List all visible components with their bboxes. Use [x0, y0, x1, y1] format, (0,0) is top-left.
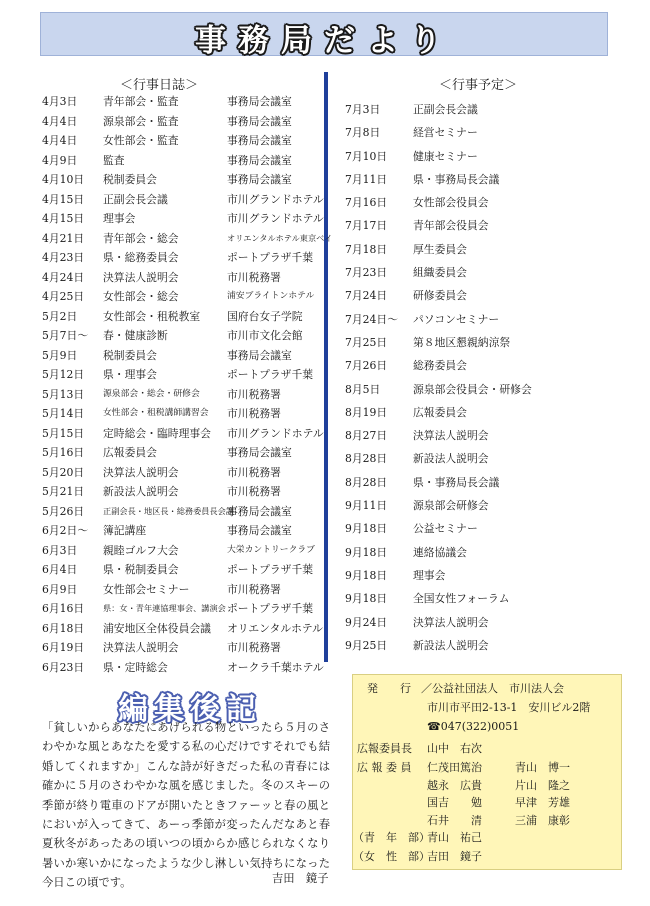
upcoming-event-event: 公益セミナー	[413, 522, 478, 536]
past-event-place: 事務局会議室	[227, 173, 292, 186]
upcoming-event-date: 8月28日	[345, 475, 388, 489]
past-event-row	[42, 463, 322, 483]
upcoming-event-date: 7月3日	[345, 103, 381, 116]
past-event-place: 市川税務署	[227, 582, 281, 596]
upcoming-event-event: 研修委員会	[413, 289, 467, 303]
pr-member-name: 仁茂田篤治	[427, 761, 482, 774]
past-event-row	[42, 346, 322, 366]
past-event-place: 事務局会議室	[227, 504, 292, 518]
upcoming-event-date: 7月24日〜	[345, 312, 398, 326]
past-event-event: 正副会長会議	[103, 192, 168, 206]
upcoming-event-date: 7月8日	[345, 126, 381, 140]
past-event-row	[42, 326, 322, 346]
past-event-row	[42, 502, 322, 522]
youth-member: 青山 祐己	[427, 831, 482, 844]
publisher-label: 発 行	[367, 682, 411, 695]
upcoming-event-event: 決算法人説明会	[413, 615, 489, 629]
upcoming-event-event: 組織委員会	[413, 266, 467, 280]
past-event-event: 県・税制委員会	[103, 563, 179, 576]
women-label: （女 性 部）	[353, 850, 430, 863]
past-event-date: 5月9日	[42, 348, 78, 362]
page-title: 事務局だより	[195, 23, 453, 59]
upcoming-event-date: 9月11日	[345, 499, 388, 513]
upcoming-event-event: 厚生委員会	[413, 242, 467, 256]
upcoming-event-date: 9月24日	[345, 615, 388, 629]
past-event-date: 4月3日	[42, 95, 78, 108]
upcoming-event-date: 7月11日	[345, 172, 388, 186]
past-event-row	[42, 307, 322, 327]
upcoming-event-date: 8月5日	[345, 382, 381, 396]
upcoming-event-event: 女性部会役員会	[413, 196, 489, 210]
upcoming-event-event: 第８地区懇親納涼祭	[413, 335, 511, 349]
upcoming-event-row	[345, 214, 615, 237]
past-event-place: オークラ千葉ホテル	[227, 660, 324, 674]
past-event-place: ポートプラザ千葉	[227, 368, 314, 381]
past-event-event: 監査	[103, 153, 125, 167]
past-event-date: 6月23日	[42, 660, 85, 674]
upcoming-event-row	[345, 424, 615, 447]
upcoming-event-date: 7月25日	[345, 335, 388, 349]
past-event-place: 事務局会議室	[227, 524, 292, 537]
upcoming-event-event: 広報委員会	[413, 405, 467, 419]
past-event-event: 春・健康診断	[103, 329, 168, 342]
upcoming-event-row	[345, 121, 615, 144]
upcoming-event-event: 理事会	[413, 568, 446, 582]
upcoming-event-date: 9月18日	[345, 522, 388, 536]
past-event-place: 市川税務署	[227, 465, 281, 479]
past-event-date: 4月24日	[42, 270, 85, 284]
upcoming-event-date: 8月27日	[345, 429, 388, 443]
past-event-row	[42, 560, 322, 580]
upcoming-event-date: 8月19日	[345, 405, 388, 419]
past-event-row	[42, 92, 322, 112]
past-event-place: 市川税務署	[227, 641, 281, 654]
upcoming-event-date: 7月10日	[345, 149, 388, 163]
upcoming-event-event: 県・事務局長会議	[413, 475, 500, 489]
past-event-row	[42, 482, 322, 502]
past-event-row	[42, 424, 322, 444]
past-event-date: 4月23日	[42, 251, 85, 264]
past-event-event: 決算法人説明会	[103, 465, 179, 479]
upcoming-event-event: 青年部会役員会	[413, 219, 489, 233]
pr-members-label: 広 報 委 員	[357, 761, 412, 774]
past-event-event: 簿記講座	[103, 524, 147, 537]
past-event-row	[42, 170, 322, 190]
past-event-row	[42, 658, 322, 678]
past-event-event: 正副会長・地区長・総務委員長会議	[103, 505, 235, 516]
past-event-place: 市川市文化会館	[227, 329, 303, 342]
past-event-row	[42, 580, 322, 600]
past-event-row	[42, 619, 322, 639]
upcoming-event-row	[345, 238, 615, 261]
upcoming-event-row	[345, 634, 615, 657]
upcoming-event-event: 源泉部会研修会	[413, 499, 489, 513]
past-event-event: 女性部会・租税教室	[103, 309, 201, 323]
past-events-heading: ＜行事日誌＞	[120, 78, 199, 93]
upcoming-event-row	[345, 261, 615, 284]
upcoming-event-date: 9月25日	[345, 638, 388, 652]
past-event-event: 理事会	[103, 212, 136, 225]
pr-member-name: 片山 隆之	[515, 778, 570, 792]
upcoming-events-list	[345, 98, 615, 657]
past-event-place: 市川グランドホテル	[227, 212, 324, 225]
past-event-event: 県・定時総会	[103, 660, 168, 674]
editor-note-title: 編集後記	[118, 692, 262, 727]
editor-note-author: 吉田 鏡子	[272, 872, 329, 885]
upcoming-event-date: 8月28日	[345, 452, 388, 466]
upcoming-event-row	[345, 471, 615, 494]
past-event-date: 5月13日	[42, 387, 85, 401]
past-event-event: 新設法人説明会	[103, 485, 179, 498]
past-event-date: 6月4日	[42, 563, 78, 576]
upcoming-event-event: 健康セミナー	[413, 149, 478, 163]
pr-member-name: 越永 広貴	[427, 778, 482, 792]
past-event-row	[42, 190, 322, 210]
upcoming-event-row	[345, 354, 615, 377]
past-event-row	[42, 599, 322, 619]
upcoming-event-row	[345, 611, 615, 634]
past-event-row	[42, 229, 333, 249]
past-event-row	[42, 287, 322, 307]
women-member: 吉田 鏡子	[427, 850, 482, 863]
past-event-place: 事務局会議室	[227, 95, 292, 108]
upcoming-event-row	[345, 517, 615, 540]
upcoming-event-date: 9月18日	[345, 592, 388, 606]
past-event-date: 4月25日	[42, 290, 85, 303]
upcoming-event-event: 県・事務局長会議	[413, 172, 500, 186]
upcoming-event-row	[345, 447, 615, 470]
past-event-place: 国府台女子学院	[227, 309, 303, 323]
publisher-phone: ☎047(322)0051	[427, 720, 520, 733]
past-event-place: ポートプラザ千葉	[227, 602, 314, 615]
past-event-date: 5月16日	[42, 446, 85, 459]
past-event-event: 源泉部会・監査	[103, 114, 179, 128]
past-event-row	[42, 521, 322, 541]
upcoming-event-event: 連絡協議会	[413, 545, 467, 559]
past-event-place: ポートプラザ千葉	[227, 251, 314, 264]
upcoming-event-row	[345, 191, 615, 214]
past-event-place: オリエンタルホテル	[227, 621, 323, 635]
upcoming-event-date: 9月18日	[345, 568, 388, 582]
past-event-place: オリエンタルホテル東京ベイ	[227, 232, 333, 243]
past-event-date: 4月4日	[42, 114, 78, 128]
upcoming-event-row	[345, 284, 615, 307]
upcoming-event-event: 決算法人説明会	[413, 429, 489, 443]
upcoming-event-row	[345, 378, 615, 401]
past-event-place: 市川税務署	[227, 387, 281, 401]
past-event-event: 女性部会・租税講師講習会	[103, 408, 209, 418]
past-event-row	[42, 131, 322, 151]
publisher-info-box	[352, 674, 622, 870]
past-event-row	[42, 151, 322, 171]
upcoming-event-event: 新設法人説明会	[413, 638, 489, 652]
upcoming-event-row	[345, 587, 615, 610]
upcoming-event-event: 全国女性フォーラム	[413, 592, 510, 606]
past-event-date: 5月14日	[42, 407, 85, 420]
upcoming-event-row	[345, 494, 615, 517]
past-event-place: 市川グランドホテル	[227, 426, 324, 440]
past-event-row	[42, 404, 322, 424]
past-event-place: 市川グランドホテル	[227, 192, 324, 206]
past-event-date: 6月2日〜	[42, 524, 89, 537]
upcoming-event-row	[345, 145, 615, 168]
upcoming-event-row	[345, 331, 615, 354]
past-event-event: 青年部会・監査	[103, 95, 179, 108]
past-event-event: 青年部会・総会	[103, 231, 179, 245]
upcoming-event-event: 正副会長会議	[413, 103, 478, 116]
past-event-place: 事務局会議室	[227, 114, 292, 128]
past-event-row	[42, 209, 322, 229]
past-event-place: 市川税務署	[227, 407, 281, 420]
past-event-row	[42, 365, 322, 385]
past-event-row	[42, 638, 322, 658]
past-event-place: 市川税務署	[227, 270, 281, 284]
past-event-date: 5月2日	[42, 309, 78, 323]
past-event-row	[42, 268, 322, 288]
past-event-date: 4月15日	[42, 192, 85, 206]
past-event-place: 事務局会議室	[227, 134, 292, 147]
pr-member-name: 青山 博一	[515, 761, 570, 774]
pr-member-name: 早津 芳雄	[515, 796, 570, 809]
upcoming-event-date: 7月17日	[345, 219, 388, 233]
past-event-event: 広報委員会	[103, 446, 157, 459]
past-event-event: 親睦ゴルフ大会	[103, 543, 179, 557]
past-event-event: 県：女・青年連協理事会、講演会	[103, 603, 226, 613]
upcoming-event-date: 7月16日	[345, 196, 388, 210]
past-event-date: 5月12日	[42, 368, 85, 381]
past-event-date: 5月21日	[42, 485, 85, 498]
past-event-event: 県・理事会	[103, 368, 157, 381]
upcoming-event-row	[345, 98, 615, 121]
past-event-row	[42, 385, 322, 405]
past-event-date: 5月20日	[42, 465, 85, 479]
past-event-date: 4月21日	[42, 231, 85, 245]
past-event-date: 6月18日	[42, 621, 85, 635]
past-event-date: 4月9日	[42, 153, 78, 167]
pr-chair-label: 広報委員長	[357, 742, 412, 755]
past-event-place: 大栄カントリークラブ	[227, 544, 315, 555]
past-event-event: 浦安地区全体役員会議	[103, 621, 211, 635]
past-event-place: 事務局会議室	[227, 348, 292, 362]
past-event-place: ポートプラザ千葉	[227, 563, 314, 576]
column-divider	[324, 72, 328, 662]
past-event-event: 女性部会セミナー	[103, 582, 190, 596]
past-event-place: 事務局会議室	[227, 446, 292, 459]
past-event-row	[42, 248, 322, 268]
past-event-row	[42, 541, 322, 561]
upcoming-event-row	[345, 564, 615, 587]
past-event-date: 6月16日	[42, 602, 85, 615]
past-event-date: 4月10日	[42, 173, 85, 186]
past-event-event: 税制委員会	[103, 173, 157, 186]
past-event-date: 5月7日〜	[42, 329, 89, 342]
past-event-place: 事務局会議室	[227, 153, 292, 167]
pr-member-name: 国吉 勉	[427, 796, 482, 809]
past-event-date: 6月3日	[42, 543, 78, 557]
past-event-date: 4月15日	[42, 212, 85, 225]
upcoming-event-event: 経営セミナー	[413, 126, 478, 140]
past-event-event: 女性部会・監査	[103, 134, 179, 147]
upcoming-event-event: 源泉部会役員会・研修会	[413, 382, 532, 396]
past-event-place: 浦安ブライトンホテル	[227, 291, 315, 301]
upcoming-events-heading: ＜行事予定＞	[439, 78, 518, 93]
upcoming-event-event: 総務委員会	[413, 359, 467, 373]
past-event-event: 女性部会・総会	[103, 290, 179, 303]
upcoming-event-date: 7月24日	[345, 289, 388, 303]
past-event-date: 4月4日	[42, 134, 78, 147]
past-event-place: 市川税務署	[227, 485, 281, 498]
upcoming-event-row	[345, 401, 615, 424]
past-event-event: 税制委員会	[103, 348, 157, 362]
past-event-date: 5月15日	[42, 426, 85, 440]
publisher-name: ／公益社団法人 市川法人会	[421, 682, 564, 695]
past-event-event: 定時総会・臨時理事会	[103, 426, 211, 440]
editor-note-body: 「貧しいからあなたにあげられる物といったら５月のさわやかな風とあなたを愛する私の心だけですそれでも結婚してくれますか」こんな詩が好きだった私の青春には確かに５月のさわやかな風を感じました。冬のスキーの季節が終り電車のドアが開いたときファーッと春の風とにおいが入ってきて、あーっ季節が変ったんだなあと春夏秋冬があったあの頃いつの頃からか感じられなくなり暑いか寒いかになったような少し淋しい気持ちになった今日この頃です。	[42, 721, 330, 890]
upcoming-event-event: 新設法人説明会	[413, 452, 489, 466]
pr-member-name: 三浦 康彰	[515, 813, 570, 827]
past-event-event: 源泉部会・総会・研修会	[103, 388, 200, 399]
upcoming-event-date: 9月18日	[345, 545, 388, 559]
past-event-row	[42, 112, 322, 132]
past-event-event: 決算法人説明会	[103, 270, 179, 284]
upcoming-event-row	[345, 168, 615, 191]
upcoming-event-date: 7月18日	[345, 242, 388, 256]
past-event-date: 5月26日	[42, 504, 85, 518]
past-event-date: 6月9日	[42, 582, 78, 596]
pr-chair-name: 山中 右次	[427, 742, 482, 755]
past-event-event: 決算法人説明会	[103, 641, 179, 654]
past-event-row	[42, 443, 322, 463]
upcoming-event-event: パソコンセミナー	[413, 312, 500, 326]
header-banner	[40, 12, 608, 59]
pr-member-name: 石井 清	[427, 813, 482, 827]
past-event-date: 6月19日	[42, 641, 85, 654]
past-event-event: 県・総務委員会	[103, 251, 179, 264]
youth-label: （青 年 部）	[353, 831, 430, 844]
upcoming-event-date: 7月23日	[345, 266, 388, 280]
past-events-list	[42, 92, 333, 677]
publisher-address: 市川市平田2-13-1 安川ビル2階	[427, 701, 591, 714]
upcoming-event-date: 7月26日	[345, 359, 388, 373]
upcoming-event-row	[345, 541, 615, 564]
upcoming-event-row	[345, 308, 615, 331]
